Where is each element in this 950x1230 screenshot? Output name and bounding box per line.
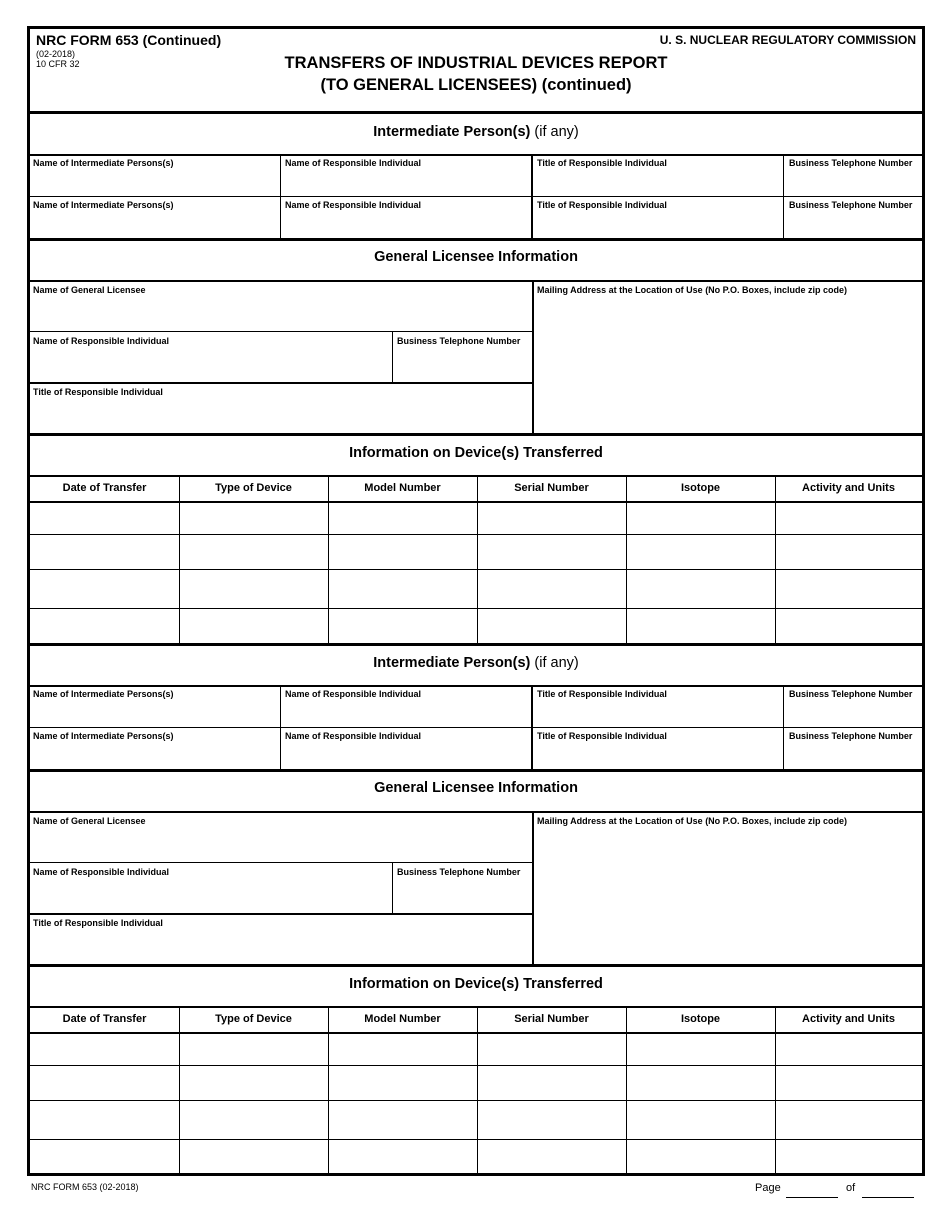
devices-heading-2: Information on Device(s) Transferred — [349, 976, 603, 992]
cfr-reference: 10 CFR 32 — [36, 59, 80, 69]
page-number-field[interactable] — [786, 1197, 838, 1198]
intermediate-responsible-label[interactable]: Name of Responsible Individual — [285, 158, 422, 168]
page-total-field[interactable] — [862, 1197, 914, 1198]
col-activity-and-units: Activity and Units — [802, 482, 895, 494]
intermediate-name-label[interactable]: Name of Intermediate Persons(s) — [33, 200, 174, 210]
intermediate-responsible-label[interactable]: Name of Responsible Individual — [285, 200, 422, 210]
licensee-heading-1: General Licensee Information — [374, 249, 578, 265]
agency-name: U. S. NUCLEAR REGULATORY COMMISSION — [659, 33, 916, 47]
col-type-of-device: Type of Device — [215, 482, 292, 494]
licensee-address-label[interactable]: Mailing Address at the Location of Use (No P.O. Boxes, include zip code) — [537, 285, 848, 295]
licensee-phone-label[interactable]: Business Telephone Number — [397, 336, 521, 346]
licensee-responsible-label[interactable]: Name of Responsible Individual — [33, 867, 170, 877]
col-date-of-transfer: Date of Transfer — [62, 1013, 147, 1025]
form-number: NRC FORM 653 (Continued) — [36, 32, 222, 48]
col-serial-number: Serial Number — [514, 1013, 589, 1025]
col-model-number: Model Number — [364, 482, 441, 494]
form-revision: (02-2018) — [36, 49, 76, 59]
col-date-of-transfer: Date of Transfer — [62, 482, 147, 494]
intermediate-name-label[interactable]: Name of Intermediate Persons(s) — [33, 158, 174, 168]
licensee-responsible-label[interactable]: Name of Responsible Individual — [33, 336, 170, 346]
form-frame — [27, 26, 925, 1176]
licensee-heading-2: General Licensee Information — [374, 780, 578, 796]
devices-heading-1: Information on Device(s) Transferred — [349, 445, 603, 461]
intermediate-title-label[interactable]: Title of Responsible Individual — [537, 158, 667, 168]
intermediate-title-label[interactable]: Title of Responsible Individual — [537, 689, 667, 699]
form-title-line2: (TO GENERAL LICENSEES) (continued) — [320, 76, 632, 94]
licensee-phone-label[interactable]: Business Telephone Number — [397, 867, 521, 877]
intermediate-heading-2: Intermediate Person(s) (if any) — [373, 655, 579, 671]
intermediate-phone-label[interactable]: Business Telephone Number — [789, 200, 913, 210]
col-activity-and-units: Activity and Units — [802, 1013, 895, 1025]
intermediate-phone-label[interactable]: Business Telephone Number — [789, 158, 913, 168]
intermediate-title-label[interactable]: Title of Responsible Individual — [537, 200, 667, 210]
col-model-number: Model Number — [364, 1013, 441, 1025]
intermediate-phone-label[interactable]: Business Telephone Number — [789, 689, 913, 699]
licensee-title-label[interactable]: Title of Responsible Individual — [33, 387, 163, 397]
intermediate-responsible-label[interactable]: Name of Responsible Individual — [285, 689, 422, 699]
intermediate-title-label[interactable]: Title of Responsible Individual — [537, 731, 667, 741]
intermediate-name-label[interactable]: Name of Intermediate Persons(s) — [33, 689, 174, 699]
intermediate-phone-label[interactable]: Business Telephone Number — [789, 731, 913, 741]
licensee-name-label[interactable]: Name of General Licensee — [33, 285, 146, 295]
col-isotope: Isotope — [680, 482, 721, 494]
col-type-of-device: Type of Device — [215, 1013, 292, 1025]
intermediate-name-label[interactable]: Name of Intermediate Persons(s) — [33, 731, 174, 741]
intermediate-responsible-label[interactable]: Name of Responsible Individual — [285, 731, 422, 741]
licensee-address-label[interactable]: Mailing Address at the Location of Use (No P.O. Boxes, include zip code) — [537, 816, 848, 826]
col-isotope: Isotope — [680, 1013, 721, 1025]
licensee-name-label[interactable]: Name of General Licensee — [33, 816, 146, 826]
footer-form-id: NRC FORM 653 (02-2018) — [31, 1182, 139, 1192]
licensee-title-label[interactable]: Title of Responsible Individual — [33, 918, 163, 928]
col-serial-number: Serial Number — [514, 482, 589, 494]
intermediate-heading-1: Intermediate Person(s) (if any) — [373, 124, 579, 140]
footer-page-label: Page — [755, 1182, 781, 1194]
footer-of-label: of — [846, 1182, 856, 1194]
form-title-line1: TRANSFERS OF INDUSTRIAL DEVICES REPORT — [284, 54, 668, 72]
